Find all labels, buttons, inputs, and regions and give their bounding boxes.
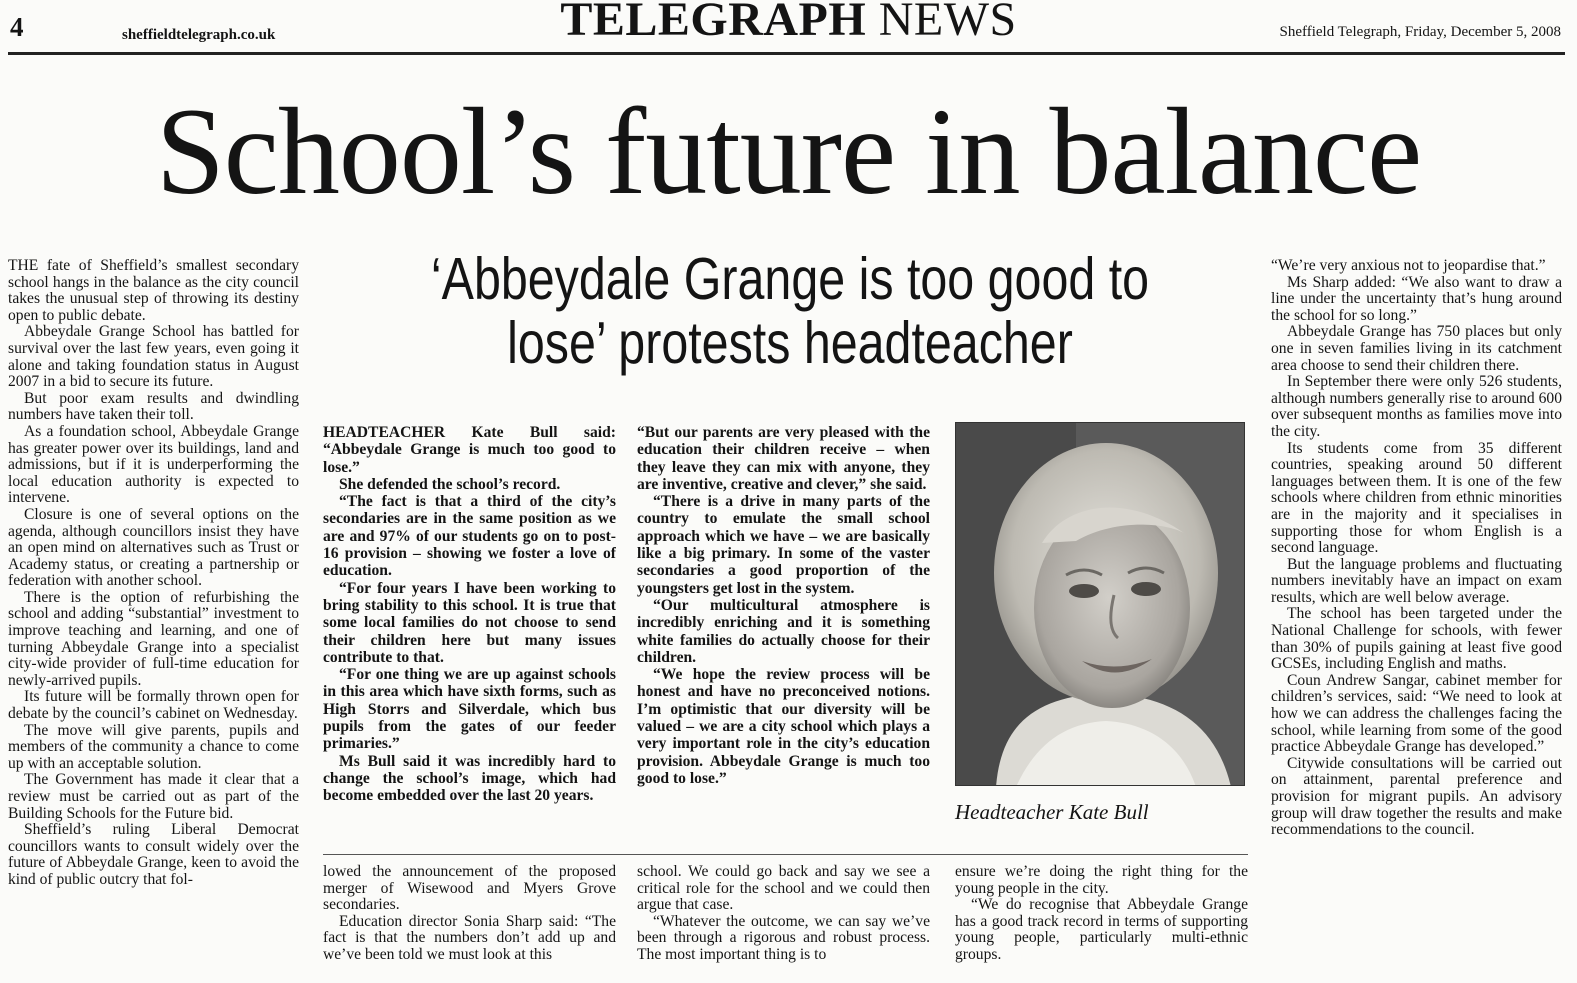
paragraph: Abbeydale Grange School has battled for survival over the last few years, even going it alone and taking foundation status in August 2007 in a bid to secure its future. — [8, 323, 299, 391]
paragraph: THE fate of Sheffield’s smallest secondary school hangs in the balance as the city council takes the unusual step of throwing its destiny open to public debate. — [8, 258, 299, 324]
paragraph: There is the option of refurbishing the school and adding “substantial” investment to improve teaching and learning, and one of turning Abbeydale Grange into a specialist city-wide provider of full-time education for newly-arrived pupils. — [8, 588, 299, 689]
bottom-rule — [323, 854, 1248, 855]
paragraph: Sheffield’s ruling Liberal Democrat councillors wants to consult widely over the future of Abbeydale Grange, keen to avoid the kind of public outcry that fol- — [8, 821, 299, 888]
paragraph: Ms Bull said it was incredibly hard to change the school’s image, which had become embedded over the last 20 years. — [323, 752, 616, 805]
bottom-column-c — [955, 864, 1248, 983]
site-url: sheffieldtelegraph.co.uk — [122, 27, 276, 43]
date-line: Sheffield Telegraph, Friday, December 5, 2008 — [1279, 24, 1561, 40]
paragraph: “Our multicultural atmosphere is incredibly enriching and it is something white families do actually choose for their children. — [637, 596, 930, 666]
right-column — [1271, 258, 1562, 980]
bottom-column-b — [637, 864, 930, 983]
paragraph: “For four years I have been working to bring stability to this school. It is true that some local families do not choose to send their children here but many issues contribute to that. — [323, 579, 616, 666]
subheadline: ‘Abbeydale Grange is too good to lose’ protests headteacher — [430, 246, 1150, 376]
paragraph: As a foundation school, Abbeydale Grange has greater power over its buildings, land and admissions, but if it is underperforming the local education authority is expected to intervene. — [8, 422, 299, 507]
paragraph: ensure we’re doing the right thing for the young people in the city. — [955, 864, 1248, 897]
masthead-title-bold: TELEGRAPH — [560, 0, 867, 46]
masthead-title-light: NEWS — [878, 0, 1017, 46]
bottom-column-a — [323, 864, 616, 983]
paragraph: Its future will be formally thrown open for debate by the council’s cabinet on Wednesday. — [8, 688, 299, 723]
masthead-rule — [8, 52, 1565, 55]
paragraph: “For one thing we are up against schools in this area which have sixth forms, such as High Storrs and Silverdale, which bus pupils from the gates of our feeder primaries.” — [323, 666, 616, 753]
paragraph: “Whatever the outcome, we can say we’ve been through a rigorous and robust process. The most important thing is to — [637, 912, 930, 963]
paragraph: Abbeydale Grange has 750 places but only one in seven families living in its catchment area choose to send their children there. — [1271, 323, 1562, 374]
quote-column-a — [323, 424, 616, 834]
headteacher-photo — [955, 422, 1245, 786]
paragraph: “The fact is that a third of the city’s secondaries are in the same position as we are and 97% of our students go on to post-16 provision – showing we foster a love of education. — [323, 493, 616, 580]
paragraph: Its students come from 35 different countries, speaking around 50 different languages between them. It is one of the few schools where children from ethnic minorities are in the majority and it specialises in supporting those for whom English is a second language. — [1271, 439, 1562, 557]
paragraph: The Government has made it clear that a review must be carried out as part of the Building Schools for the Future bid. — [8, 771, 299, 822]
paragraph: Closure is one of several options on the agenda, although councillors insist they have an open mind on alternatives such as Trust or Academy status, or creating a partnership or federation with another school. — [8, 505, 299, 590]
paragraph: Education director Sonia Sharp said: “The fact is that the numbers don’t add up and we’ve been told we must look at this — [323, 912, 616, 963]
paragraph: “But our parents are very pleased with the education their children receive – when they leave they can mix with anyone, they are inventive, creative and clever,” she said. — [637, 424, 930, 493]
paragraph: Citywide consultations will be carried out on attainment, parental preference and provision for migrant pupils. An advisory group will draw together the results and make recommendations to the council. — [1271, 754, 1562, 839]
page-number: 4 — [10, 12, 24, 42]
paragraph: school. We could go back and say we see a critical role for the school and we could then argue that case. — [637, 864, 930, 914]
paragraph: Ms Sharp added: “We also want to draw a line under the uncertainty that’s hung around the school for so long.” — [1271, 273, 1562, 324]
paragraph: The move will give parents, pupils and members of the community a chance to come up with an acceptable solution. — [8, 721, 299, 772]
paragraph: In September there were only 526 students, although numbers generally rise to around 600 over subsequent months as families move into the city. — [1271, 373, 1562, 440]
paragraph: But the language problems and fluctuating numbers inevitably have an impact on exam results, which are well below average. — [1271, 555, 1562, 606]
quote-column-b — [637, 424, 930, 834]
paragraph: “There is a drive in many parts of the country to emulate the small school approach which we have – we are basically like a big primary. In some of the vaster secondaries a good proportion of the youngsters get lost in the system. — [637, 493, 930, 597]
paragraph: Coun Andrew Sangar, cabinet member for children’s services, said: “We need to look at how we can address the challenges facing the school, while learning from some of the good practice Abbeydale Grange has developed.” — [1271, 671, 1562, 756]
paragraph: “We hope the review process will be honest and have no preconceived notions. I’m optimistic that our diversity will be valued – we are a city school which plays a very important role in the city’s education provision. Abbeydale Grange is much too good to lose.” — [637, 666, 930, 787]
paragraph: lowed the announcement of the proposed merger of Wisewood and Myers Grove secondaries. — [323, 864, 616, 914]
paragraph: “We do recognise that Abbeydale Grange has a good track record in terms of supporting young people, particularly multi-ethnic groups. — [955, 896, 1248, 963]
paragraph: “We’re very anxious not to jeopardise that.” — [1271, 258, 1546, 274]
paragraph: But poor exam results and dwindling numbers have taken their toll. — [8, 389, 299, 424]
photo-caption: Headteacher Kate Bull — [955, 800, 1149, 824]
portrait-image — [956, 423, 1245, 786]
paragraph: She defended the school’s record. — [339, 475, 561, 493]
left-column — [8, 258, 299, 980]
paragraph: The school has been targeted under the National Challenge for schools, with fewer than 30% of pupils gaining at least five good GCSEs, including English and maths. — [1271, 605, 1562, 673]
paragraph: HEADTEACHER Kate Bull said: “Abbeydale Grange is much too good to lose.” — [323, 424, 616, 476]
headline: School’s future in balance — [155, 83, 1422, 220]
